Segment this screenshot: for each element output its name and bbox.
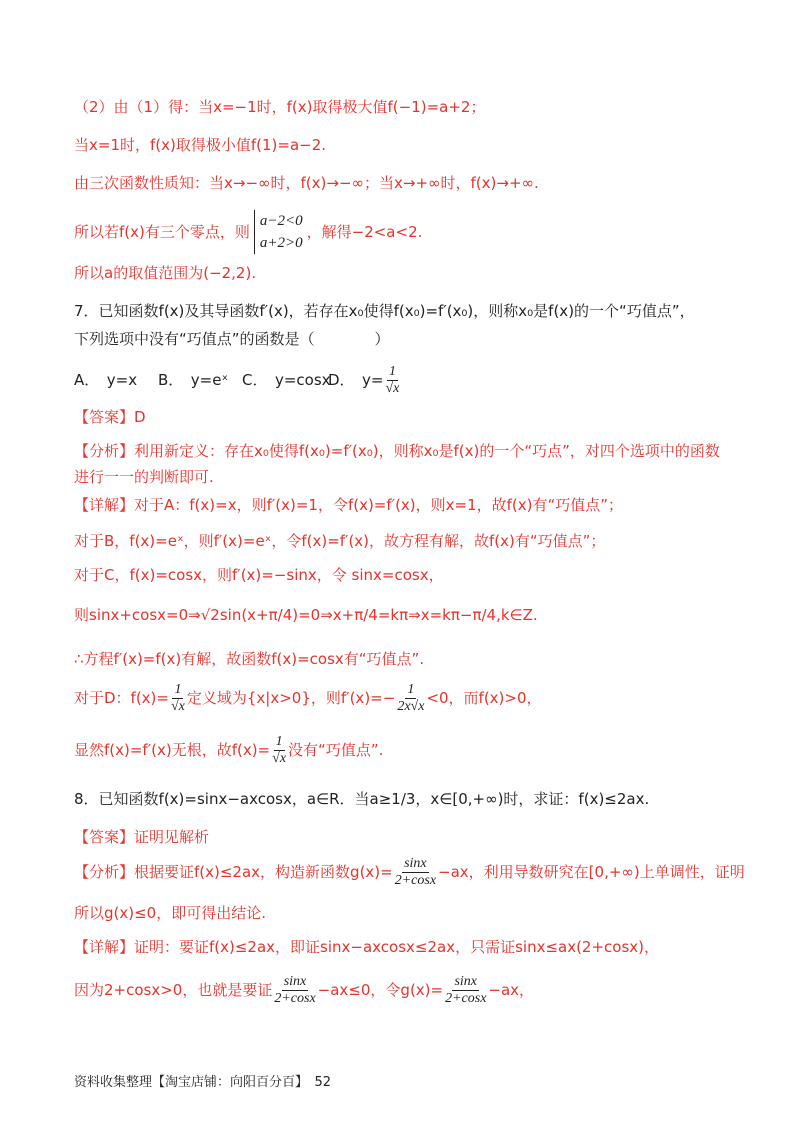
- q7-detail-d-final: [74, 730, 760, 770]
- q8-detail-line2-lead: 因为2+cosx>0，也就是要证: [74, 981, 273, 999]
- option-d-denominator: √x: [385, 380, 400, 396]
- q8-detail-fraction1: [274, 974, 315, 1007]
- inequality-system: [254, 210, 303, 254]
- fraction3-denominator: √x: [272, 750, 287, 766]
- q7-detail-d-mid: 定义域为{x|x>0}，则f′(x)=−: [186, 689, 396, 707]
- q7-detail-a: 【详解】对于A：f(x)=x，则f′(x)=1，令f(x)=f′(x)，则x=1，故f(x)有“巧值点”；: [74, 496, 624, 514]
- q8-analysis-line1: [74, 852, 760, 892]
- q8-answer: 【答案】证明见解析: [74, 828, 210, 846]
- part2-line4: [74, 210, 760, 254]
- fraction3-numerator: 1: [275, 733, 283, 749]
- option-a: A． y=x: [74, 371, 138, 389]
- q8-analysis-lead: 【分析】根据要证f(x)≤2ax，构造新函数g(x)=: [74, 863, 393, 881]
- q8-analysis-fraction: [395, 856, 436, 889]
- option-d-fraction: [386, 364, 400, 397]
- q7-detail-d-fraction3: [272, 734, 286, 767]
- q8-detail-line2: [74, 970, 760, 1010]
- q7-analysis-line2: 进行一一的判断即可.: [74, 468, 214, 486]
- q8-analysis-tail: −ax，利用导数研究在[0,+∞)上单调性，证明: [438, 863, 745, 881]
- option-d: D． y=: [328, 371, 384, 389]
- q8-detail-fraction2-denominator: 2+cosx: [445, 990, 487, 1006]
- q7-detail-d-final-tail: 没有“巧值点”.: [288, 741, 384, 759]
- q8-detail-fraction1-numerator: sinx: [283, 973, 307, 989]
- part2-line5: 所以a的取值范围为(−2,2).: [74, 264, 257, 282]
- q7-detail-b: 对于B，f(x)=eˣ，则f′(x)=eˣ，令f(x)=f′(x)，故方程有解，故f(x)有“巧值点”；: [74, 532, 606, 550]
- q7-detail-d: [74, 678, 760, 718]
- option-b: B． y=eˣ: [158, 371, 229, 389]
- q7-detail-c: 对于C，f(x)=cosx，则f′(x)=−sinx，令 sinx=cosx，: [74, 566, 444, 584]
- fraction2-denominator: 2x√x: [397, 698, 425, 714]
- q7-answer: 【答案】D: [74, 408, 146, 426]
- part2-line4-tail: ，解得−2<a<2.: [306, 223, 423, 241]
- option-d-numerator: 1: [388, 363, 396, 379]
- q7-detail-d-tail: <0，而f(x)>0，: [426, 689, 542, 707]
- inequality-1: a−2<0: [259, 213, 303, 229]
- fraction1-denominator: √x: [170, 698, 185, 714]
- q8-detail-fraction2: [445, 974, 486, 1007]
- part2-line2: 当x=1时，f(x)取得极小值f(1)=a−2.: [74, 136, 327, 154]
- q7-detail-d-lead: 对于D：f(x)=: [74, 689, 169, 707]
- q8-detail-fraction1-denominator: 2+cosx: [274, 990, 316, 1006]
- q7-stem-line1: 7．已知函数f(x)及其导函数f′(x)，若存在x₀使得f(x₀)=f′(x₀)，则称x₀是f(x)的一个“巧值点”，: [74, 302, 695, 320]
- q8-detail-line2-mid: −ax≤0，令g(x)=: [317, 981, 444, 999]
- part2-line4-lead: 所以若f(x)有三个零点，则: [74, 223, 250, 241]
- q8-detail-line1: 【详解】证明：要证f(x)≤2ax，即证sinx−axcosx≤2ax，只需证sinx≤ax(2+cosx)，: [74, 938, 660, 956]
- q8-fraction-numerator: sinx: [404, 855, 427, 871]
- q7-analysis-line1: 【分析】利用新定义：存在x₀使得f(x₀)=f′(x₀)，则称x₀是f(x)的一个“巧点”，对四个选项中的函数: [74, 442, 720, 460]
- part2-line3: 由三次函数性质知：当x→−∞时，f(x)→−∞；当x→+∞时，f(x)→+∞.: [74, 174, 539, 192]
- q8-detail-fraction2-numerator: sinx: [454, 973, 478, 989]
- q7-detail-c-conclusion: ∴方程f′(x)=f(x)有解，故函数f(x)=cosx有“巧值点”.: [74, 650, 425, 668]
- q8-fraction-denominator: 2+cosx: [394, 872, 437, 888]
- q8-detail-line2-tail: −ax，: [488, 981, 535, 999]
- q7-detail-d-final-lead: 显然f(x)=f′(x)无根，故f(x)=: [74, 741, 271, 759]
- q7-detail-d-fraction1: [171, 682, 185, 715]
- option-c: C． y=cosx: [242, 371, 331, 389]
- fraction2-numerator: 1: [407, 681, 415, 697]
- q7-options: [74, 364, 760, 396]
- part2-line1: （2）由（1）得：当x=−1时，f(x)取得极大值f(−1)=a+2；: [74, 98, 486, 116]
- fraction1-numerator: 1: [174, 681, 182, 697]
- q7-detail-c-derivation: 则sinx+cosx=0⇒√2sin(x+π/4)=0⇒x+π/4=kπ⇒x=kπ−π/4,k∈Z.: [74, 606, 538, 624]
- q7-stem-line2: 下列选项中没有“巧值点”的函数是（ ）: [74, 330, 390, 348]
- inequality-2: a+2>0: [259, 235, 303, 251]
- page-footer: 资料收集整理【淘宝店铺：向阳百分百】 52: [74, 1075, 332, 1090]
- q7-detail-d-fraction2: [397, 682, 424, 715]
- q8-stem: 8．已知函数f(x)=sinx−axcosx，a∈R．当a≥1/3，x∈[0,+∞)时，求证：f(x)≤2ax.: [74, 790, 650, 808]
- q8-analysis-line2: 所以g(x)≤0，即可得出结论.: [74, 904, 266, 922]
